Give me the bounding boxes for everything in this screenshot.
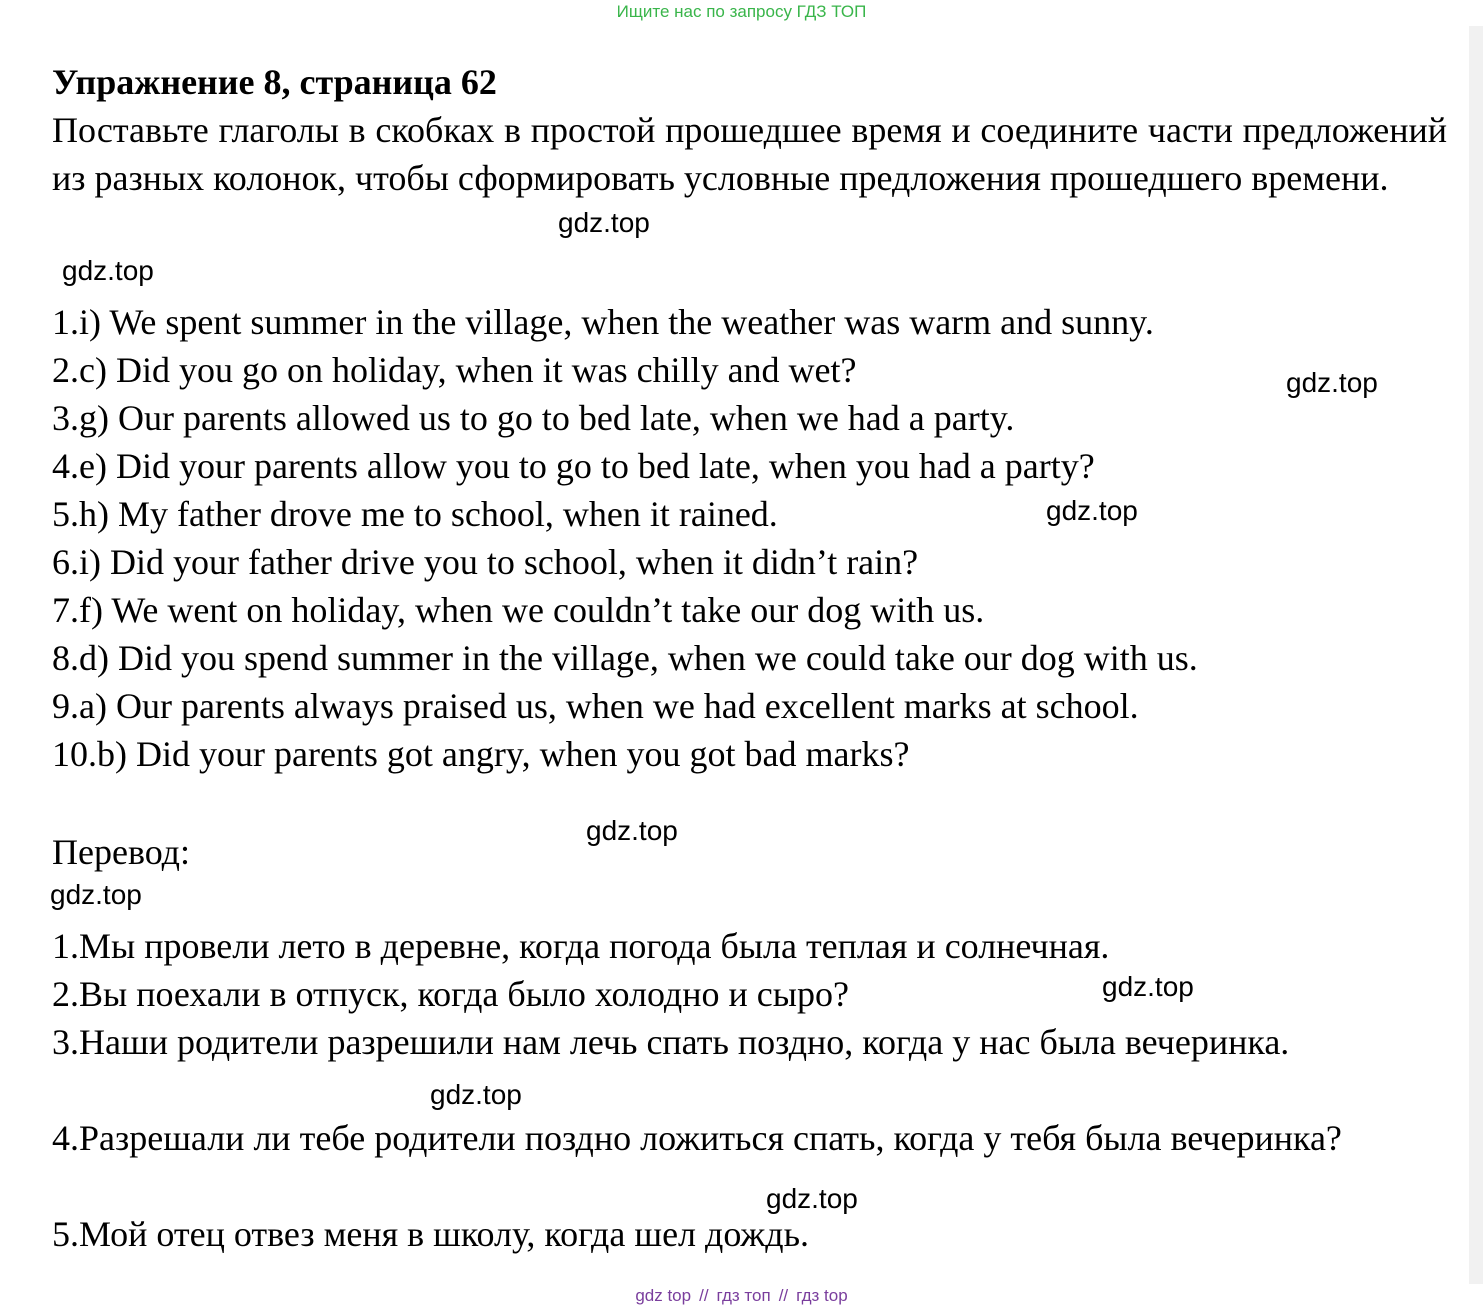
translation-line: 1.Мы провели лето в деревне, когда погода была теплая и солнечная. [52, 926, 1110, 966]
translation-line: 4.Разрешали ли тебе родители поздно ложиться спать, когда у тебя была вечеринка? [52, 1118, 1342, 1158]
page-title: Упражнение 8, страница 62 [52, 62, 497, 102]
watermark: gdz.top [50, 879, 142, 910]
top-banner: Ищите нас по запросу ГДЗ ТОП [616, 2, 867, 21]
watermark: gdz.top [62, 255, 154, 286]
watermark: gdz.top [1286, 367, 1378, 398]
answer-line: 9.a) Our parents always praised us, when we had excellent marks at school. [52, 686, 1139, 726]
answer-line: 5.h) My father drove me to school, when it rained. [52, 494, 778, 534]
answer-line: 10.b) Did your parents got angry, when you got bad marks? [52, 734, 910, 774]
footer-link-gdz-top[interactable]: gdz top [635, 1286, 692, 1305]
watermark: gdz.top [1046, 495, 1138, 526]
answer-line: 2.c) Did you go on holiday, when it was chilly and wet? [52, 350, 857, 390]
watermark: gdz.top [558, 207, 650, 238]
watermark: gdz.top [430, 1079, 522, 1110]
answer-line: 6.i) Did your father drive you to school, when it didn’t rain? [52, 542, 919, 582]
answer-line: 4.e) Did your parents allow you to go to bed late, when you had a party? [52, 446, 1095, 486]
footer-separator: // [778, 1286, 789, 1305]
scrollbar[interactable] [1469, 26, 1483, 1284]
watermark: gdz.top [766, 1183, 858, 1214]
answer-line: 1.i) We spent summer in the village, when the weather was warm and sunny. [52, 302, 1154, 342]
translation-heading: Перевод: [52, 832, 190, 872]
translation-line: 3.Наши родители разрешили нам лечь спать поздно, когда у нас была вечеринка. [52, 1022, 1290, 1062]
footer-links [0, 1286, 1483, 1306]
answer-line: 7.f) We went on holiday, when we couldn’t take our dog with us. [52, 590, 985, 630]
footer-link-gdz-top-ru[interactable]: гдз топ [716, 1286, 771, 1305]
answer-line: 8.d) Did you spend summer in the village, when we could take our dog with us. [52, 638, 1198, 678]
watermark: gdz.top [586, 815, 678, 846]
translation-line: 2.Вы поехали в отпуск, когда было холодно и сыро? [52, 974, 849, 1014]
task-description: Поставьте глаголы в скобках в простой прошедшее время и соедините части предложений из разных колонок, чтобы сформировать условные предложения прошедшего времени. [52, 110, 1447, 198]
translation-line: 5.Мой отец отвез меня в школу, когда шел дождь. [52, 1214, 810, 1254]
footer-link-gdz-top-mixed[interactable]: гдз top [796, 1286, 848, 1305]
watermark: gdz.top [1102, 971, 1194, 1002]
footer-separator: // [699, 1286, 709, 1305]
answer-line: 3.g) Our parents allowed us to go to bed late, when we had a party. [52, 398, 1015, 438]
